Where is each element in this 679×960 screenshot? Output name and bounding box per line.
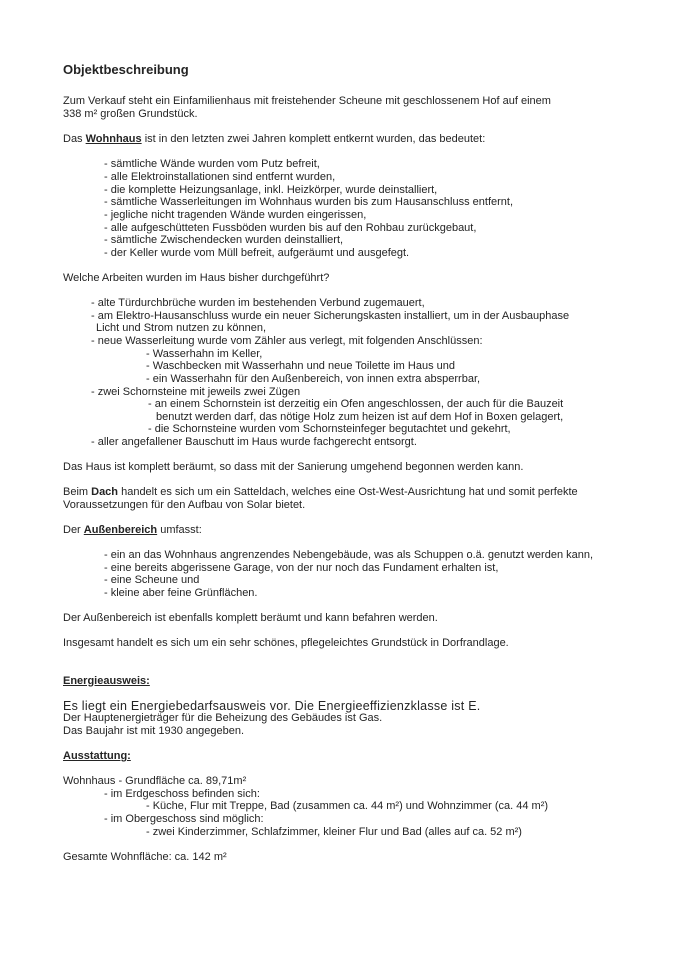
page-title: Objektbeschreibung [63, 62, 189, 77]
aussenbereich-intro-paragraph [63, 524, 639, 537]
entkernt-list-item: - alle aufgeschütteten Fussböden wurden bis auf den Rohbau zurückgebaut, [104, 221, 477, 234]
arbeiten-question: Welche Arbeiten wurden im Haus bisher durchgeführt? [63, 271, 330, 284]
aussenbereich-list-item: - kleine aber feine Grünflächen. [104, 586, 258, 599]
wohnhaus-pre-text: Das [63, 133, 86, 146]
arbeiten-list [63, 297, 639, 449]
wohnhaus-intro-paragraph [63, 133, 639, 146]
entkernt-list-item: - alle Elektroinstallationen sind entfernt wurden, [104, 170, 336, 183]
aussenbereich-pre-text: Der [63, 523, 84, 536]
aussenbereich-list-item: - ein an das Wohnhaus angrenzendes Nebengebäude, was als Schuppen o.ä. genutzt werden kann, [104, 548, 594, 561]
dach-line-2: Voraussetzungen für den Aufbau von Solar bietet. [63, 498, 306, 511]
ausstattung-line: - im Erdgeschoss befinden sich: [104, 787, 260, 800]
arbeiten-list-item: - Waschbecken mit Wasserhahn und neue Toilette im Haus und [146, 360, 455, 373]
gesamtflaeche-paragraph: Gesamte Wohnfläche: ca. 142 m² [63, 850, 227, 863]
entkernt-list [63, 158, 639, 259]
wohnhaus-post-text: ist in den letzten zwei Jahren komplett entkernt wurden, das bedeutet: [141, 133, 486, 146]
arbeiten-list-item: Licht und Strom nutzen zu können, [96, 322, 266, 335]
aussenbereich-list-item: - eine Scheune und [104, 574, 200, 587]
aussenbereich-list [63, 549, 639, 600]
entkernt-list-item: - sämtliche Wasserleitungen im Wohnhaus wurden bis zum Hausanschluss entfernt, [104, 196, 514, 209]
arbeiten-list-item: - zwei Schornsteine mit jeweils zwei Zügen [91, 385, 301, 398]
dach-pre-text: Beim [63, 486, 92, 499]
arbeiten-list-item: - Wasserhahn im Keller, [146, 347, 263, 360]
dach-post-text: handelt es sich um ein Satteldach, welches eine Ost-West-Ausrichtung hat und somit perfekte [118, 486, 578, 499]
aussenbereich-post-text: umfasst: [157, 523, 202, 536]
entkernt-list-item: - die komplette Heizungsanlage, inkl. Heizkörper, wurde deinstalliert, [104, 183, 438, 196]
aussenbereich-list-item: - eine bereits abgerissene Garage, von der nur noch das Fundament erhalten ist, [104, 561, 499, 574]
arbeiten-list-item: - die Schornsteine wurden vom Schornsteinfeger begutachtet und gekehrt, [148, 423, 511, 436]
aussenbereich-note: Der Außenbereich ist ebenfalls komplett beräumt und kann befahren werden. [63, 612, 438, 624]
energieausweis-line-3: Das Baujahr ist mit 1930 angegeben. [63, 724, 245, 737]
ausstattung-line: - zwei Kinderzimmer, Schlafzimmer, kleiner Flur und Bad (alles auf ca. 52 m²) [146, 825, 522, 838]
arbeiten-list-item: - alte Türdurchbrüche wurden im bestehenden Verbund zugemauert, [91, 296, 425, 309]
arbeiten-list-item: - aller angefallener Bauschutt im Haus wurde fachgerecht entsorgt. [91, 436, 417, 449]
intro-line: 338 m² großen Grundstück. [63, 108, 198, 121]
arbeiten-list-item: - neue Wasserleitung wurde vom Zähler aus verlegt, mit folgenden Anschlüssen: [91, 334, 483, 347]
arbeiten-list-item: - am Elektro-Hausanschluss wurde ein neuer Sicherungskasten installiert, um in der Ausbauphase [91, 309, 570, 322]
ausstattung-list [63, 775, 639, 838]
energieausweis-paragraph [63, 700, 639, 738]
beraeumt-paragraph: Das Haus ist komplett beräumt, so dass mit der Sanierung umgehend begonnen werden kann. [63, 461, 524, 474]
dach-line-1 [63, 486, 639, 499]
ausstattung-line: - im Obergeschoss sind möglich: [104, 812, 264, 825]
dach-emphasis: Dach [91, 486, 119, 499]
arbeiten-list-item: benutzt werden darf, das nötige Holz zum heizen ist auf dem Hof in Boxen gelagert, [156, 410, 564, 423]
arbeiten-list-item: - ein Wasserhahn für den Außenbereich, von innen extra absperrbar, [146, 372, 481, 385]
entkernt-list-item: - sämtliche Wände wurden vom Putz befreit, [104, 158, 320, 171]
fazit-paragraph: Insgesamt handelt es sich um ein sehr schönes, pflegeleichtes Grundstück in Dorfrandlage. [63, 637, 509, 650]
entkernt-list-item: - sämtliche Zwischendecken wurden deinstalliert, [104, 234, 344, 247]
section-heading-energieausweis: Energieausweis: [63, 674, 150, 687]
dach-paragraph [63, 486, 639, 511]
aussenbereich-emphasis: Außenbereich [83, 523, 158, 536]
section-heading-ausstattung: Ausstattung: [63, 749, 131, 762]
ausstattung-line: Wohnhaus - Grundfläche ca. 89,71m² [63, 774, 247, 787]
arbeiten-list-item: - an einem Schornstein ist derzeitig ein Ofen angeschlossen, der auch für die Bauzeit [148, 398, 564, 411]
wohnhaus-emphasis: Wohnhaus [85, 133, 142, 146]
intro-paragraph [63, 95, 639, 120]
ausstattung-line: - Küche, Flur mit Treppe, Bad (zusammen ca. 44 m²) und Wohnzimmer (ca. 44 m²) [146, 800, 549, 813]
entkernt-list-item: - der Keller wurde vom Müll befreit, aufgeräumt und ausgefegt. [104, 246, 410, 259]
energieausweis-line-2: Der Hauptenergieträger für die Beheizung des Gebäudes ist Gas. [63, 712, 383, 725]
intro-line: Zum Verkauf steht ein Einfamilienhaus mit freistehender Scheune mit geschlossenem Hof auf einem [63, 95, 551, 108]
entkernt-list-item: - jegliche nicht tragenden Wände wurden eingerissen, [104, 208, 367, 221]
energieausweis-line-1: Es liegt ein Energiebedarfsausweis vor. Die Energieeffizienzklasse ist E. [63, 698, 481, 713]
